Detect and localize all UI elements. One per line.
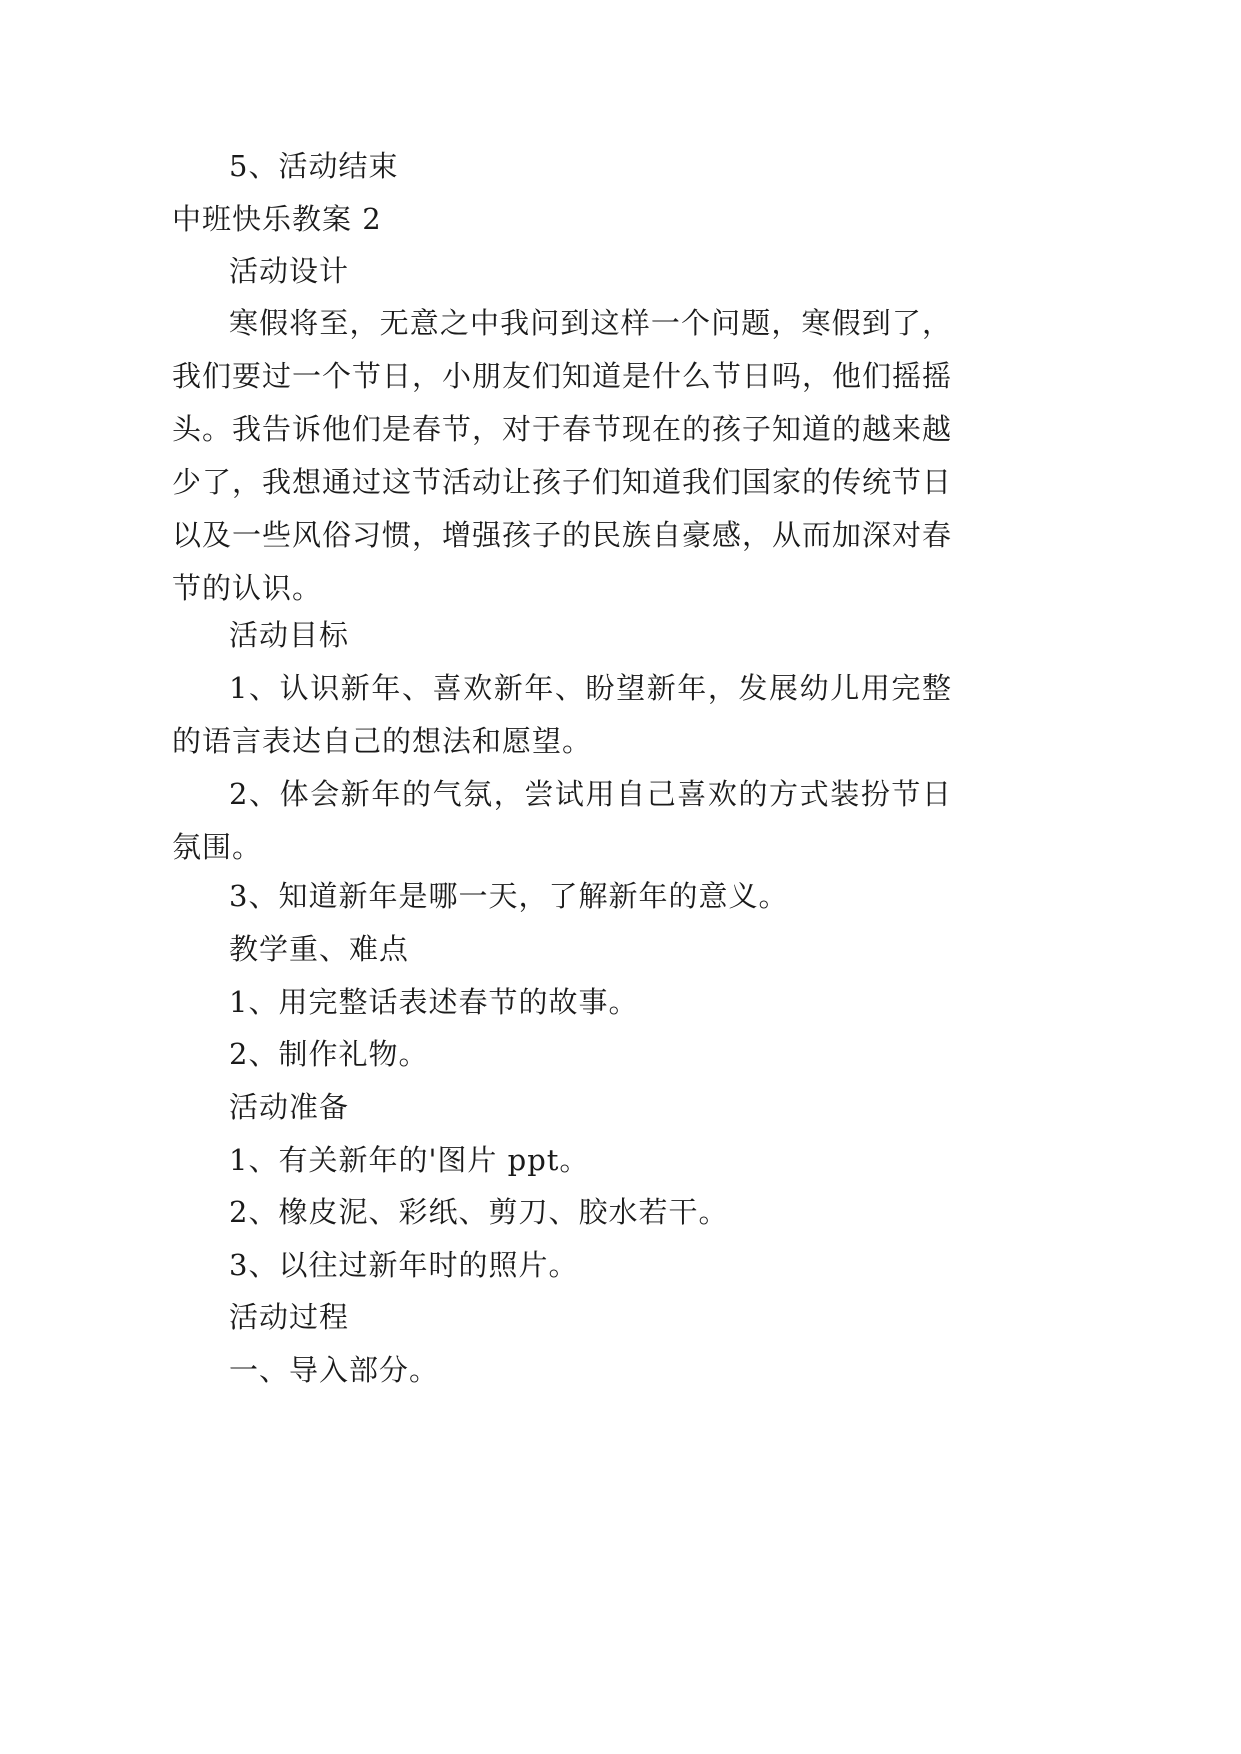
- design-paragraph: 寒假将至，无意之中我问到这样一个问题，寒假到了，我们要过一个节日，小朋友们知道是什么节日吗，他们摇摇头。我告诉他们是春节，对于春节现在的孩子知道的越来越少了，我想通过这节活动让孩子们知道我们国家的传统节日以及一些风俗习惯，增强孩子的民族自豪感，从而加深对春节的认识。: [172, 306, 953, 605]
- preparation-item-2: 2、橡皮泥、彩纸、剪刀、胶水若干。: [229, 1195, 729, 1229]
- preparation-item-3: 3、以往过新年时的照片。: [229, 1248, 579, 1282]
- preparation-heading: 活动准备: [229, 1090, 350, 1124]
- key-point-2: 2、制作礼物。: [229, 1037, 429, 1071]
- goal-item-3: 3、知道新年是哪一天，了解新年的意义。: [229, 879, 789, 913]
- goal-item-2: 2、体会新年的气氛，尝试用自己喜欢的方式装扮节日氛围。: [172, 777, 952, 864]
- process-heading: 活动过程: [229, 1300, 350, 1334]
- preparation-item-1: 1、有关新年的'图片 ppt。: [229, 1143, 590, 1177]
- process-step-1: 一、导入部分。: [229, 1353, 440, 1387]
- goal-item-1: 1、认识新年、喜欢新年、盼望新年，发展幼儿用完整的语言表达自己的想法和愿望。: [172, 671, 952, 758]
- key-point-1: 1、用完整话表述春节的故事。: [229, 985, 639, 1019]
- key-points-heading: 教学重、难点: [229, 932, 410, 966]
- goals-heading: 活动目标: [229, 618, 350, 652]
- step-5-line: 5、活动结束: [229, 149, 399, 183]
- lesson-title: 中班快乐教案 2: [172, 202, 382, 236]
- design-heading: 活动设计: [229, 254, 350, 288]
